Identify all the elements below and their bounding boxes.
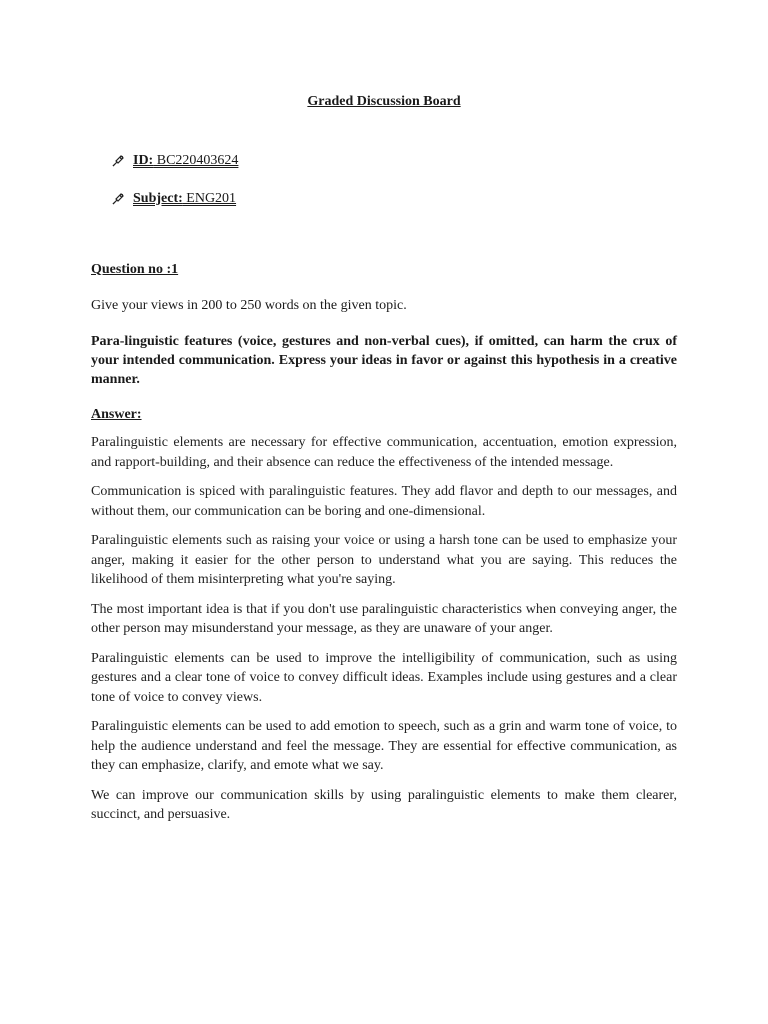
answer-body [91,433,677,835]
answer-paragraph: Paralinguistic elements are necessary for effective communication, accentuation, emotion expression, and rapport-building, and their absence can reduce the effectiveness of the intended message. [91,435,677,470]
answer-paragraph: We can improve our communication skills by using paralinguistic elements to make them clearer, succinct, and persuasive. [91,787,677,822]
answer-paragraph: Communication is spiced with paralinguistic features. They add flavor and depth to our messages, and without them, our communication can be boring and one-dimensional. [91,484,677,519]
question-instruction: Give your views in 200 to 250 words on the given topic. [91,298,407,313]
question-prompt: Para-linguistic features (voice, gestures and non-verbal cues), if omitted, can harm the crux of your intended communication. Express your ideas in favor or against this hypothesis in a creative manner. [91,334,677,387]
answer-heading: Answer: [91,407,142,422]
answer-paragraph: The most important idea is that if you don't use paralinguistic characteristics when conveying anger, the other person may misunderstand your message, as they are unaware of your anger. [91,601,677,636]
answer-paragraph: Paralinguistic elements such as raising your voice or using a harsh tone can be used to emphasize your anger, making it easier for the other person to understand what you are saying. This reduces the likelihood of them misinterpreting what you're saying. [91,533,677,587]
answer-paragraph: Paralinguistic elements can be used to add emotion to speech, such as a grin and warm tone of voice, to help the audience understand and feel the message. They are essential for effective communication, as they can emphasize, clarify, and emote what we say. [91,719,677,773]
question-heading: Question no :1 [91,262,179,277]
meta-id-text: ID: BC220403624 [133,153,239,168]
meta-subject-text: Subject: ENG201 [133,191,237,206]
meta-subject [111,191,236,207]
answer-paragraph: Paralinguistic elements can be used to improve the intelligibility of communication, such as using gestures and a clear tone of voice to convey difficult ideas. Examples include using gestures and a clear tone of voice to convey views. [91,650,677,705]
pointing-hand-bullet-icon [111,154,125,168]
meta-id [111,153,238,169]
document-title: Graded Discussion Board [307,94,461,109]
pointing-hand-bullet-icon [111,192,125,206]
